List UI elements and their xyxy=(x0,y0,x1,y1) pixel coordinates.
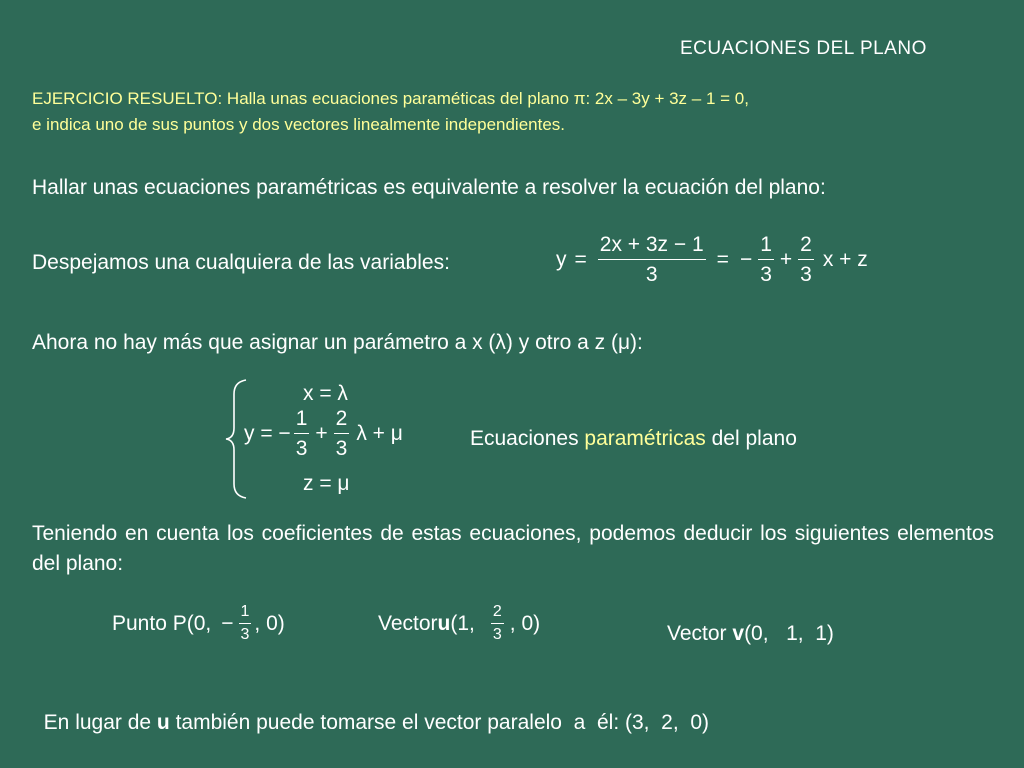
step-3-text: Ahora no hay más que asignar un parámetro a x (λ) y otro a z (μ): xyxy=(32,331,643,354)
eq-y-equals: = xyxy=(574,247,587,271)
eq-y-f1-num: 1 xyxy=(760,233,772,256)
vector-u-post: , 0) xyxy=(509,611,541,635)
vector-u-num: 2 xyxy=(492,603,502,620)
step-4-text: Teniendo en cuenta los coeficientes de estas ecuaciones, podemos deducir los siguientes elementos del plano: xyxy=(32,522,994,575)
closing-text xyxy=(32,687,709,735)
system-y-f1-num: 1 xyxy=(295,407,308,430)
vector-v-pre: Vector xyxy=(667,622,733,645)
point-den: 3 xyxy=(239,623,252,643)
system-y-fraction-1 xyxy=(294,408,310,459)
eq-y-main-den: 3 xyxy=(598,259,706,285)
vector-u-open: (1, xyxy=(450,611,475,635)
point-p xyxy=(112,604,285,643)
system-y-f1-den: 3 xyxy=(294,433,310,459)
point-pre: Punto P(0, xyxy=(112,611,212,635)
eq-y-f1-den: 3 xyxy=(758,259,774,285)
vector-v-post: (0, 1, 1) xyxy=(744,622,834,645)
eq-y-plus: + xyxy=(779,247,793,271)
system-caption xyxy=(470,427,797,451)
system-caption-pre: Ecuaciones xyxy=(470,427,585,450)
eq-y-f2-num: 2 xyxy=(800,233,812,256)
system-y-fraction-2 xyxy=(334,408,350,459)
eq-y-main-num: 2x + 3z − 1 xyxy=(599,233,704,256)
eq-y-equals-2: = xyxy=(716,247,729,271)
point-num: 1 xyxy=(240,603,250,620)
vector-v xyxy=(667,622,834,646)
system-line-x: x = λ xyxy=(303,382,348,405)
closing-vector-u: u xyxy=(156,711,170,734)
system-y-f2-num: 2 xyxy=(335,407,348,430)
exercise-statement xyxy=(32,86,749,138)
point-fraction xyxy=(239,604,252,643)
exercise-line-2: e indica uno de sus puntos y dos vectores linealmente independientes. xyxy=(32,115,566,134)
eq-y-fraction-2 xyxy=(798,234,814,285)
system-line-z: z = μ xyxy=(303,472,350,495)
exercise-line-1: EJERCICIO RESUELTO: Halla unas ecuaciones paraméticas del plano π: 2x – 3y + 3z – 1 = 0, xyxy=(32,89,749,108)
eq-y-minus: − xyxy=(739,247,753,271)
system-y-f2-den: 3 xyxy=(334,433,350,459)
vector-u-fraction xyxy=(491,604,504,643)
eq-y-main-fraction xyxy=(598,234,706,285)
closing-pre: En lugar de xyxy=(43,711,157,734)
system-caption-highlight: paramétricas xyxy=(584,427,706,450)
system-line-y xyxy=(244,408,403,459)
system-y-lhs: y = − xyxy=(244,421,291,445)
vector-u xyxy=(378,604,540,643)
eq-y-lhs: y xyxy=(556,247,567,271)
step-1-text: Hallar unas ecuaciones paramétricas es equivalente a resolver la ecuación del plano: xyxy=(32,176,826,199)
point-minus: − xyxy=(221,611,234,635)
point-post: , 0) xyxy=(254,611,285,635)
system-caption-post: del plano xyxy=(705,427,797,450)
eq-y-f2-den: 3 xyxy=(798,259,814,285)
step-2-text: Despejamos una cualquiera de las variables: xyxy=(32,251,450,274)
vector-u-den: 3 xyxy=(491,623,504,643)
vector-v-name: v xyxy=(732,622,745,645)
system-y-plus: + xyxy=(315,421,328,445)
vector-u-name: u xyxy=(437,611,451,635)
closing-post: también puede tomarse el vector paralelo a él: (3, 2, 0) xyxy=(169,711,710,734)
eq-y-tail: x + z xyxy=(822,247,868,271)
vector-u-pre: Vector xyxy=(378,611,438,635)
eq-y-fraction-1 xyxy=(758,234,774,285)
system-y-tail: λ + μ xyxy=(356,421,403,445)
equation-y xyxy=(556,234,868,285)
slide-title: ECUACIONES DEL PLANO xyxy=(680,38,927,59)
